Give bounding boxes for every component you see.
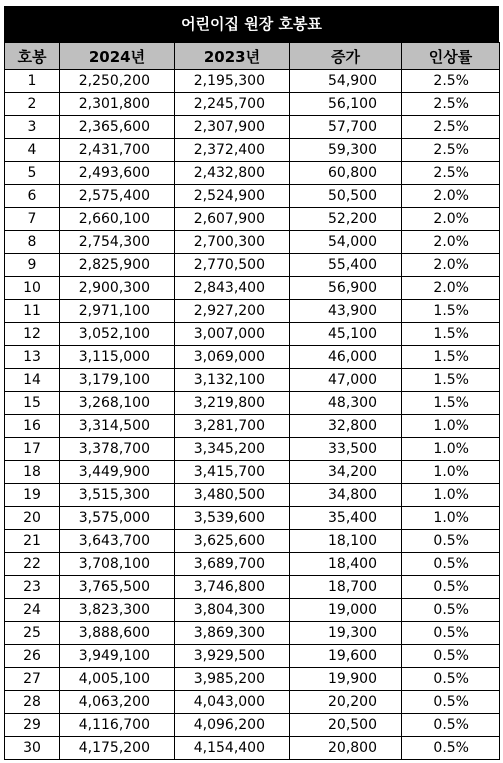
cell-increase: 54,000	[290, 231, 402, 254]
table-row	[5, 162, 500, 185]
cell-2024: 3,643,700	[60, 530, 175, 553]
cell-rate: 0.5%	[402, 737, 500, 760]
cell-rate: 2.5%	[402, 139, 500, 162]
cell-grade: 30	[5, 737, 60, 760]
cell-2024: 4,063,200	[60, 691, 175, 714]
cell-2024: 2,250,200	[60, 70, 175, 93]
cell-2024: 3,823,300	[60, 599, 175, 622]
cell-increase: 60,800	[290, 162, 402, 185]
table-row	[5, 346, 500, 369]
cell-increase: 18,100	[290, 530, 402, 553]
cell-increase: 35,400	[290, 507, 402, 530]
table-row	[5, 461, 500, 484]
cell-rate: 0.5%	[402, 714, 500, 737]
cell-2024: 4,005,100	[60, 668, 175, 691]
cell-grade: 21	[5, 530, 60, 553]
table-row	[5, 737, 500, 760]
cell-rate: 0.5%	[402, 622, 500, 645]
table-row	[5, 714, 500, 737]
header-grade: 호봉	[5, 43, 60, 70]
table-row	[5, 576, 500, 599]
cell-increase: 19,000	[290, 599, 402, 622]
cell-rate: 1.0%	[402, 415, 500, 438]
cell-increase: 18,400	[290, 553, 402, 576]
cell-rate: 2.5%	[402, 70, 500, 93]
table-row	[5, 438, 500, 461]
cell-2024: 2,365,600	[60, 116, 175, 139]
cell-grade: 22	[5, 553, 60, 576]
cell-2024: 3,708,100	[60, 553, 175, 576]
table-row	[5, 185, 500, 208]
cell-2023: 3,625,600	[175, 530, 290, 553]
cell-grade: 23	[5, 576, 60, 599]
cell-2024: 2,825,900	[60, 254, 175, 277]
cell-increase: 18,700	[290, 576, 402, 599]
table-row	[5, 553, 500, 576]
cell-2023: 3,007,000	[175, 323, 290, 346]
cell-2024: 3,449,900	[60, 461, 175, 484]
table-row	[5, 507, 500, 530]
table-row	[5, 530, 500, 553]
cell-2024: 2,900,300	[60, 277, 175, 300]
cell-2024: 3,179,100	[60, 369, 175, 392]
table-row	[5, 392, 500, 415]
cell-rate: 2.0%	[402, 185, 500, 208]
cell-grade: 13	[5, 346, 60, 369]
cell-rate: 1.0%	[402, 484, 500, 507]
table-row	[5, 668, 500, 691]
table-row	[5, 484, 500, 507]
cell-rate: 1.0%	[402, 438, 500, 461]
cell-rate: 2.5%	[402, 93, 500, 116]
table-title: 어린이집 원장 호봉표	[4, 6, 499, 42]
cell-increase: 20,500	[290, 714, 402, 737]
cell-rate: 2.0%	[402, 254, 500, 277]
cell-increase: 55,400	[290, 254, 402, 277]
cell-rate: 1.5%	[402, 369, 500, 392]
table-row	[5, 277, 500, 300]
cell-grade: 29	[5, 714, 60, 737]
cell-2024: 2,971,100	[60, 300, 175, 323]
cell-2023: 2,245,700	[175, 93, 290, 116]
cell-2023: 3,415,700	[175, 461, 290, 484]
cell-grade: 25	[5, 622, 60, 645]
cell-increase: 20,800	[290, 737, 402, 760]
cell-increase: 43,900	[290, 300, 402, 323]
cell-2024: 2,660,100	[60, 208, 175, 231]
cell-increase: 47,000	[290, 369, 402, 392]
cell-2024: 2,575,400	[60, 185, 175, 208]
cell-2024: 3,115,000	[60, 346, 175, 369]
cell-rate: 1.5%	[402, 323, 500, 346]
cell-rate: 1.5%	[402, 300, 500, 323]
table-row	[5, 116, 500, 139]
cell-grade: 19	[5, 484, 60, 507]
cell-rate: 0.5%	[402, 553, 500, 576]
cell-2024: 2,301,800	[60, 93, 175, 116]
cell-2023: 2,524,900	[175, 185, 290, 208]
cell-grade: 15	[5, 392, 60, 415]
cell-increase: 32,800	[290, 415, 402, 438]
cell-2024: 3,765,500	[60, 576, 175, 599]
cell-increase: 45,100	[290, 323, 402, 346]
cell-rate: 1.5%	[402, 392, 500, 415]
cell-2023: 3,281,700	[175, 415, 290, 438]
table-row	[5, 231, 500, 254]
table-body	[5, 70, 500, 760]
cell-grade: 9	[5, 254, 60, 277]
cell-2023: 3,219,800	[175, 392, 290, 415]
cell-2023: 2,195,300	[175, 70, 290, 93]
cell-2023: 3,804,300	[175, 599, 290, 622]
cell-2023: 3,132,100	[175, 369, 290, 392]
table-row	[5, 254, 500, 277]
cell-2024: 3,378,700	[60, 438, 175, 461]
table-row	[5, 369, 500, 392]
cell-2024: 4,175,200	[60, 737, 175, 760]
cell-increase: 54,900	[290, 70, 402, 93]
cell-2023: 3,689,700	[175, 553, 290, 576]
cell-increase: 57,700	[290, 116, 402, 139]
cell-grade: 16	[5, 415, 60, 438]
cell-2023: 3,069,000	[175, 346, 290, 369]
cell-2023: 2,700,300	[175, 231, 290, 254]
cell-2024: 3,268,100	[60, 392, 175, 415]
table-row	[5, 645, 500, 668]
cell-2023: 4,154,400	[175, 737, 290, 760]
cell-2024: 3,949,100	[60, 645, 175, 668]
cell-grade: 2	[5, 93, 60, 116]
cell-grade: 12	[5, 323, 60, 346]
cell-rate: 1.5%	[402, 346, 500, 369]
cell-2024: 3,515,300	[60, 484, 175, 507]
cell-grade: 10	[5, 277, 60, 300]
cell-rate: 0.5%	[402, 668, 500, 691]
cell-2023: 3,746,800	[175, 576, 290, 599]
header-rate: 인상률	[402, 43, 500, 70]
cell-2023: 2,372,400	[175, 139, 290, 162]
cell-increase: 19,900	[290, 668, 402, 691]
cell-increase: 56,900	[290, 277, 402, 300]
cell-2023: 2,843,400	[175, 277, 290, 300]
cell-2023: 2,607,900	[175, 208, 290, 231]
cell-increase: 52,200	[290, 208, 402, 231]
cell-rate: 2.5%	[402, 162, 500, 185]
cell-grade: 26	[5, 645, 60, 668]
table-row	[5, 691, 500, 714]
cell-grade: 18	[5, 461, 60, 484]
cell-increase: 59,300	[290, 139, 402, 162]
table-row	[5, 622, 500, 645]
cell-2023: 4,096,200	[175, 714, 290, 737]
cell-2024: 2,431,700	[60, 139, 175, 162]
cell-rate: 2.5%	[402, 116, 500, 139]
cell-2023: 3,539,600	[175, 507, 290, 530]
cell-grade: 1	[5, 70, 60, 93]
header-2024: 2024년	[60, 43, 175, 70]
cell-increase: 34,200	[290, 461, 402, 484]
cell-rate: 2.0%	[402, 231, 500, 254]
cell-rate: 0.5%	[402, 530, 500, 553]
cell-2023: 3,985,200	[175, 668, 290, 691]
cell-increase: 33,500	[290, 438, 402, 461]
cell-increase: 46,000	[290, 346, 402, 369]
cell-grade: 28	[5, 691, 60, 714]
cell-grade: 20	[5, 507, 60, 530]
table-row	[5, 93, 500, 116]
table-row	[5, 208, 500, 231]
table-row	[5, 415, 500, 438]
cell-grade: 3	[5, 116, 60, 139]
cell-2023: 2,432,800	[175, 162, 290, 185]
cell-grade: 8	[5, 231, 60, 254]
cell-2024: 3,052,100	[60, 323, 175, 346]
cell-2024: 2,754,300	[60, 231, 175, 254]
cell-2023: 3,869,300	[175, 622, 290, 645]
table-row	[5, 300, 500, 323]
cell-increase: 48,300	[290, 392, 402, 415]
cell-2023: 3,345,200	[175, 438, 290, 461]
cell-rate: 0.5%	[402, 645, 500, 668]
cell-increase: 50,500	[290, 185, 402, 208]
salary-table	[4, 42, 500, 760]
header-row	[5, 43, 500, 70]
cell-2024: 3,314,500	[60, 415, 175, 438]
cell-increase: 56,100	[290, 93, 402, 116]
cell-2023: 3,929,500	[175, 645, 290, 668]
cell-grade: 14	[5, 369, 60, 392]
cell-increase: 20,200	[290, 691, 402, 714]
cell-grade: 7	[5, 208, 60, 231]
cell-increase: 19,300	[290, 622, 402, 645]
cell-2023: 2,770,500	[175, 254, 290, 277]
cell-rate: 0.5%	[402, 599, 500, 622]
cell-grade: 5	[5, 162, 60, 185]
table-row	[5, 139, 500, 162]
header-increase: 증가	[290, 43, 402, 70]
cell-grade: 27	[5, 668, 60, 691]
cell-rate: 2.0%	[402, 277, 500, 300]
salary-table-sheet	[4, 6, 499, 760]
cell-2024: 3,575,000	[60, 507, 175, 530]
cell-2023: 3,480,500	[175, 484, 290, 507]
cell-increase: 34,800	[290, 484, 402, 507]
cell-rate: 0.5%	[402, 576, 500, 599]
cell-rate: 1.0%	[402, 507, 500, 530]
cell-grade: 4	[5, 139, 60, 162]
header-2023: 2023년	[175, 43, 290, 70]
cell-grade: 6	[5, 185, 60, 208]
cell-rate: 1.0%	[402, 461, 500, 484]
cell-rate: 2.0%	[402, 208, 500, 231]
cell-grade: 11	[5, 300, 60, 323]
cell-2023: 2,927,200	[175, 300, 290, 323]
cell-rate: 0.5%	[402, 691, 500, 714]
cell-increase: 19,600	[290, 645, 402, 668]
cell-2024: 3,888,600	[60, 622, 175, 645]
cell-grade: 24	[5, 599, 60, 622]
table-row	[5, 323, 500, 346]
cell-2023: 2,307,900	[175, 116, 290, 139]
table-row	[5, 599, 500, 622]
cell-2024: 2,493,600	[60, 162, 175, 185]
table-row	[5, 70, 500, 93]
cell-2024: 4,116,700	[60, 714, 175, 737]
cell-grade: 17	[5, 438, 60, 461]
cell-2023: 4,043,000	[175, 691, 290, 714]
